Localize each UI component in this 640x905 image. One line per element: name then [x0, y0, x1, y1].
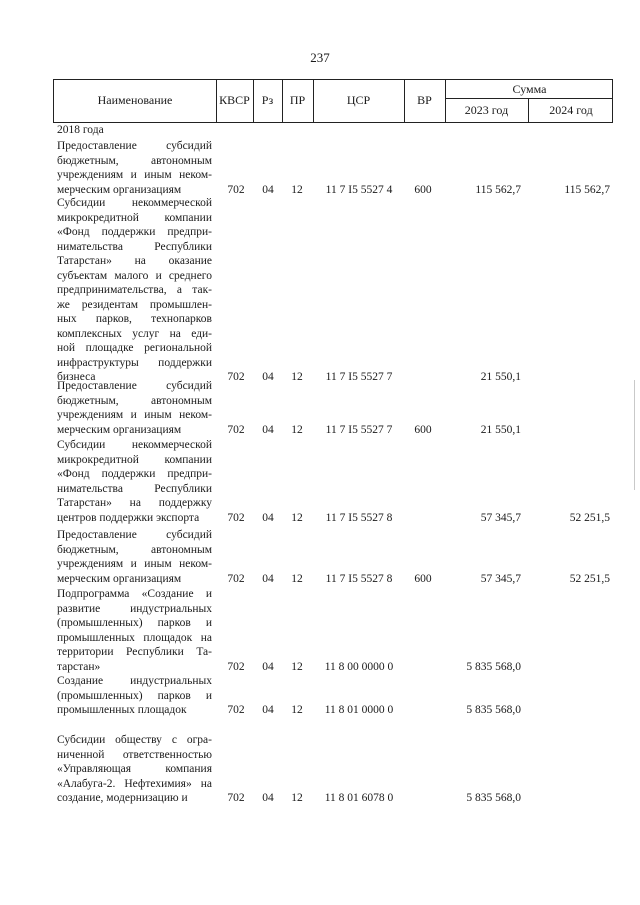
row-name-line: мерческим организациям — [57, 423, 182, 436]
cell-pr: 12 — [291, 511, 303, 524]
cell-vr: 600 — [414, 183, 432, 196]
row-name-line: тарстан» — [57, 660, 101, 673]
cell-s2023: 5 835 568,0 — [466, 704, 521, 716]
cell-csr: 11 7 I5 5527 7 — [325, 423, 393, 436]
header-rz: Рз — [261, 93, 274, 107]
row-name-line: мерческим организациям — [57, 572, 182, 585]
row-name-line: промышленных площадок — [57, 704, 187, 716]
row-name-line: центров поддержки экспорта — [57, 511, 200, 524]
row-name — [57, 379, 212, 437]
cell-pr: 12 — [291, 704, 303, 716]
cell-s2023: 57 345,7 — [480, 572, 521, 585]
row-name-line: бизнеса — [57, 371, 96, 383]
row-name-line: «Алабуга-2. Нефтехимия» на — [57, 777, 212, 790]
row-name-line: бюджетным, автономным — [57, 154, 212, 167]
row-name-line: ниченной ответственностью — [57, 748, 212, 761]
cell-rz: 04 — [262, 423, 274, 436]
cell-s2024: 115 562,7 — [564, 183, 610, 196]
row-name — [57, 587, 212, 674]
cell-csr: 11 7 I5 5527 8 — [325, 572, 393, 585]
row-name-line: Предоставление субсидий — [57, 380, 212, 392]
cell-csr: 11 8 01 6078 0 — [324, 792, 394, 804]
row-name-line: ной площадке региональной — [57, 342, 212, 354]
cell-rz: 04 — [262, 704, 274, 716]
page-number: 237 — [310, 50, 330, 65]
row-name-line: субъектам малого и среднего — [57, 269, 212, 282]
cell-csr: 11 8 01 0000 0 — [324, 704, 394, 716]
cell-vr: 600 — [414, 423, 432, 436]
row-name-line: учреждениям и иным неком- — [57, 169, 212, 181]
row-name-line: предпринимательства, а так- — [57, 284, 212, 296]
cell-kvsr: 702 — [227, 704, 245, 716]
scan-edge-mark — [634, 380, 635, 490]
row-name-line: комплексных услуг на еди- — [57, 327, 212, 340]
cell-kvsr: 702 — [227, 660, 245, 673]
cell-kvsr: 702 — [227, 572, 245, 585]
header-year-2024: 2024 год — [549, 103, 593, 117]
continued-fragment: 2018 года — [57, 124, 104, 136]
cell-pr: 12 — [291, 660, 303, 673]
cell-pr: 12 — [291, 572, 303, 585]
cell-kvsr: 702 — [227, 183, 245, 196]
row-name — [57, 196, 212, 385]
header-name: Наименование — [97, 93, 173, 107]
cell-pr: 12 — [291, 792, 303, 804]
cell-rz: 04 — [262, 660, 274, 673]
cell-csr: 11 7 I5 5527 4 — [325, 183, 393, 196]
row-name-line: территории Республики Та- — [57, 646, 212, 658]
header-sum: Сумма — [512, 82, 547, 96]
row-name-line: инфраструктуры поддержки — [57, 356, 212, 369]
row-name-line: бюджетным, автономным — [57, 394, 212, 407]
cell-rz: 04 — [262, 572, 274, 585]
row-name-line: развитие индустриальных — [57, 602, 212, 615]
row-name-line: (промышленных) парков и — [57, 617, 212, 629]
cell-pr: 12 — [291, 183, 303, 196]
cell-csr: 11 7 I5 5527 8 — [325, 511, 393, 524]
cell-s2024: 52 251,5 — [569, 572, 610, 585]
cell-s2023: 115 562,7 — [475, 183, 521, 196]
row-name-line: Предоставление субсидий — [57, 140, 212, 152]
row-name-line: микрокредитной компании — [57, 453, 212, 466]
row-name-line: Татарстан» на поддержку — [57, 497, 212, 509]
row-name-line: Создание индустриальных — [57, 675, 212, 687]
row-name-line: создание, модернизацию и — [57, 792, 188, 804]
row-name — [57, 528, 212, 586]
cell-kvsr: 702 — [227, 423, 245, 436]
cell-csr: 11 8 00 0000 0 — [324, 660, 394, 673]
row-name — [57, 139, 212, 197]
cell-s2023: 21 550,1 — [480, 371, 521, 383]
row-name-line: Татарстан» на оказание — [57, 255, 212, 267]
row-name-line: нимательства Республики — [57, 240, 212, 253]
row-name-line: промышленных площадок на — [57, 631, 212, 644]
cell-rz: 04 — [262, 511, 274, 524]
cell-csr: 11 7 I5 5527 7 — [325, 371, 393, 383]
cell-vr: 600 — [414, 572, 432, 585]
row-name-line: учреждениям и иным неком- — [57, 558, 212, 570]
cell-s2023: 5 835 568,0 — [466, 792, 521, 804]
row-name — [57, 438, 212, 525]
cell-pr: 12 — [291, 371, 303, 383]
cell-kvsr: 702 — [227, 511, 245, 524]
header-kvsr: КВСР — [219, 93, 250, 107]
cell-s2024: 52 251,5 — [569, 511, 610, 524]
row-name-line: Субсидии некоммерческой — [57, 197, 212, 209]
row-name-line: мерческим организациям — [57, 183, 182, 196]
header-year-2023: 2023 год — [464, 103, 509, 117]
row-name-line: микрокредитной компании — [57, 211, 212, 224]
row-name — [57, 674, 212, 718]
row-name — [57, 733, 212, 806]
cell-s2023: 57 345,7 — [480, 511, 521, 524]
cell-rz: 04 — [262, 371, 274, 383]
header-csr: ЦСР — [346, 93, 371, 107]
row-name-line: (промышленных) парков и — [57, 689, 212, 702]
cell-rz: 04 — [262, 183, 274, 196]
cell-kvsr: 702 — [227, 371, 245, 383]
cell-s2023: 5 835 568,0 — [466, 660, 521, 673]
row-name-line: «Управляющая компания — [57, 763, 212, 775]
row-name-line: же резидентам промышлен- — [57, 298, 212, 311]
row-name-line: Субсидии обществу с огра- — [57, 734, 212, 746]
cell-kvsr: 702 — [227, 792, 245, 804]
header-pr: ПР — [289, 93, 306, 107]
header-vr: ВР — [417, 93, 432, 107]
row-name-line: учреждениям и иным неком- — [57, 409, 212, 421]
cell-s2023: 21 550,1 — [480, 423, 521, 436]
cell-rz: 04 — [262, 792, 274, 804]
cell-pr: 12 — [291, 423, 303, 436]
row-name-line: бюджетным, автономным — [57, 543, 212, 556]
row-name-line: «Фонд поддержки предпри- — [57, 226, 212, 238]
row-name-line: нимательства Республики — [57, 482, 212, 495]
row-name-line: ных парков, технопарков — [57, 313, 212, 325]
row-name-line: «Фонд поддержки предпри- — [57, 468, 212, 480]
row-name-line: Субсидии некоммерческой — [57, 439, 212, 451]
row-name-line: Предоставление субсидий — [57, 529, 212, 541]
row-name-line: Подпрограмма «Создание и — [57, 588, 212, 600]
